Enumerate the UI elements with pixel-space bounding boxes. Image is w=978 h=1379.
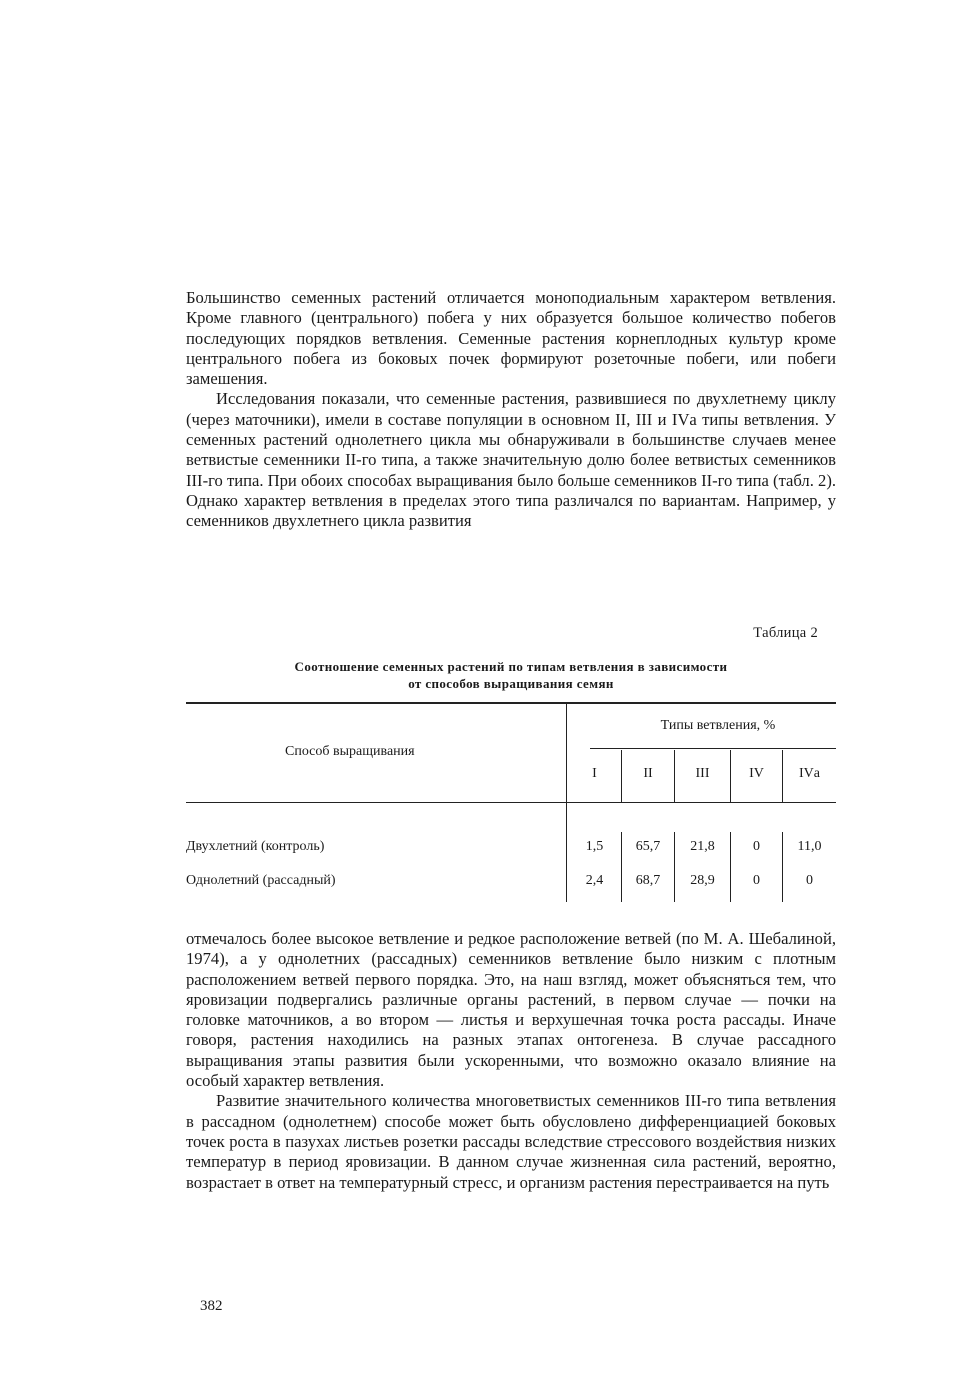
- paragraph: Исследования показали, что семенные растения, развившиеся по двухлетнему циклу (через маточники), имели в составе популяции в основном II, III и IVа типы ветвления. У семенных растений однолетнего цикла мы обнаруживали в большинстве случаев менее ветвистые семенники II-го типа, а также значительную долю более ветвистых семенников III-го типа. При обоих способах выращивания было больше семенников II-го типа (табл. 2). Однако характер ветвления в пределах этого типа различался по вариантам. Например, у семенников двухлетнего цикла развития: [186, 389, 836, 531]
- table-cell: 0: [753, 839, 760, 854]
- header-type: IVа: [799, 766, 820, 781]
- table-label: Таблица 2: [753, 625, 818, 641]
- table-cell: 1,5: [585, 839, 604, 854]
- body-text-bottom: [186, 929, 836, 1193]
- table-cell: 11,0: [797, 839, 822, 854]
- paragraph: Развитие значительного количества многоветвистых семенников III-го типа ветвления в рассадном (однолетнем) способе может быть обусловлено дифференциацией боковых точек роста в пазухах листьев розетки рассады вследствие стрессового воздействия низких температур в период яровизации. В данном случае жизненная сила растений, вероятно, возрастает в ответ на температурный стресс, и организм растения перестраивается на путь: [186, 1091, 836, 1192]
- paragraph: Большинство семенных растений отличается моноподиальным характером ветвления. Кроме главного (центрального) побега у них образуется большое количество побегов последующих порядков ветвления. Семенные растения корнеплодных культур кроме центрального побега из боковых почек формируют розеточные побеги, или побеги замешения.: [186, 288, 836, 389]
- page-number: 382: [200, 1298, 223, 1314]
- table-cell: 2,4: [585, 873, 604, 888]
- table-title-line: от способов выращивания семян: [408, 676, 614, 691]
- header-type: II: [643, 766, 653, 781]
- table-cell: 68,7: [635, 873, 661, 888]
- header-type: III: [695, 766, 710, 781]
- table-top-rule: [186, 702, 836, 704]
- table-cell: 0: [806, 873, 813, 888]
- table-cell: 21,8: [690, 839, 715, 854]
- paragraph: отмечалось более высокое ветвление и редкое расположение ветвей (по М. А. Шебалиной, 1974), а у однолетних (рассадных) семенников ветвление было низким с плотным расположением ветвей первого порядка. Это, на наш взгляд, может объясняться тем, что яровизации подвергались различные органы растений, в первом случае — почки на головке маточников, а во втором — листья и верхушечная точка роста рассады. Иначе говоря, растения находились на разных этапах онтогенеза. В случае рассадного выращивания этапы развития были ускоренными, что возможно оказало влияние на особый характер ветвления.: [186, 929, 836, 1091]
- header-type: I: [592, 766, 597, 781]
- header-group-rule: [590, 748, 836, 749]
- table-cell: 28,9: [690, 873, 715, 888]
- header-types-group: Типы ветвления, %: [660, 718, 776, 733]
- header-type: IV: [749, 766, 764, 781]
- table-title-line: Соотношение семенных растений по типам ветвления в зависимости: [294, 659, 728, 674]
- body-text-top: [186, 288, 836, 532]
- table-cell: 65,7: [635, 839, 661, 854]
- header-method: Способ выращивания: [285, 744, 415, 759]
- header-bottom-rule: [186, 802, 836, 803]
- table-title: [186, 658, 836, 692]
- row-method: Однолетний (рассадный): [186, 873, 336, 888]
- table-cell: 0: [753, 873, 760, 888]
- row-method: Двухлетний (контроль): [186, 839, 325, 854]
